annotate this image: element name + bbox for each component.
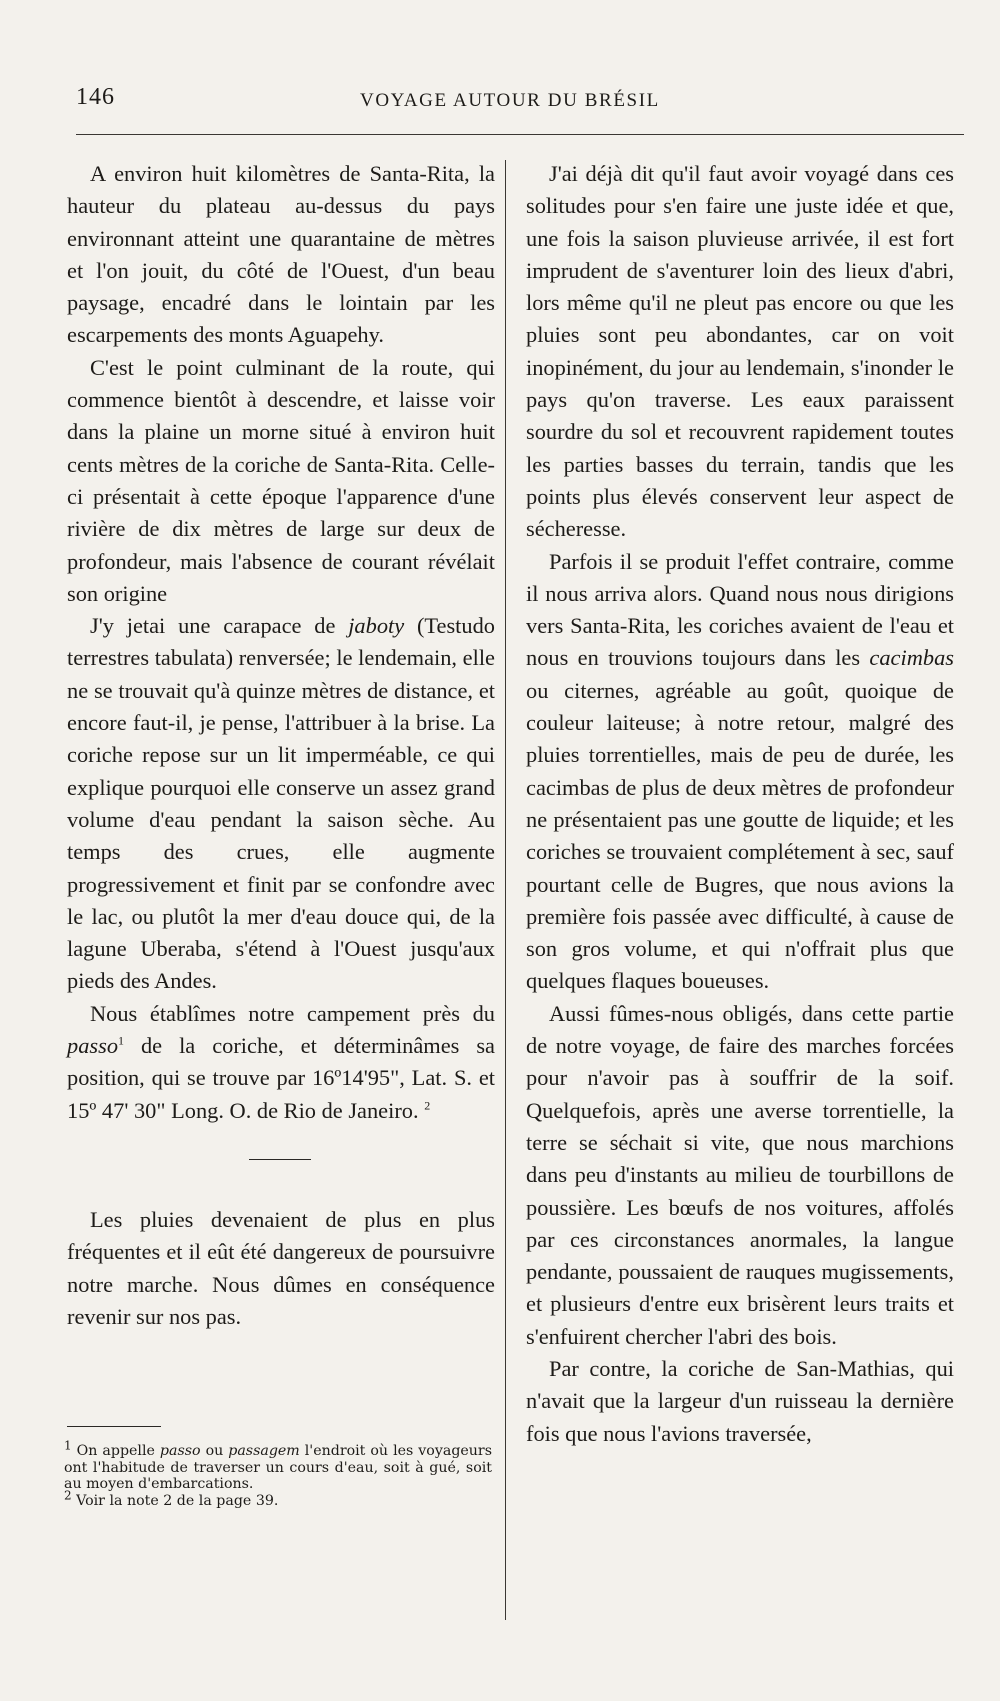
text-run: Nous établîmes notre campement près du xyxy=(90,1000,495,1026)
header-rule xyxy=(76,134,964,135)
section-separator xyxy=(249,1159,311,1160)
text-run: J'y jetai une carapace de xyxy=(90,613,349,639)
footnote-ref[interactable]: 1 xyxy=(118,1033,125,1048)
paragraph xyxy=(67,610,495,998)
paragraph: C'est le point culminant de la route, qui commence bientôt à descendre, et laisse voir dans la plaine un morne situé à environ huit cents mètres de la coriche de Santa-Rita. Celle-ci présentait à cette époque l'apparence d'une rivière de dix mètres de large sur deux de profondeur, mais l'absence de courant révélait son origine xyxy=(67,354,495,606)
paragraph: Les pluies devenaient de plus en plus fréquentes et il eût été dangereux de poursuivre notre marche. Nous dûmes en conséquence revenir sur nos pas. xyxy=(67,1206,495,1329)
italic-term: passo xyxy=(159,1443,201,1459)
paragraph xyxy=(67,998,495,1127)
italic-term: passo xyxy=(67,1033,119,1059)
page-header xyxy=(76,84,964,124)
text-run: de la coriche, et déterminâmes sa position, qui se trouve par 16º14'95", Lat. S. et 15º 47' 30" Long. O. de Rio de Janeiro. xyxy=(67,1033,495,1123)
italic-term: passagem xyxy=(228,1443,300,1459)
right-column xyxy=(526,158,954,1518)
column-divider xyxy=(505,160,506,1620)
paragraph xyxy=(526,546,954,998)
text-run: ou citernes, agréable au goût, quoique de couleur laiteuse; à notre retour, malgré des pluies torrentielles, mais de peu de durée, les cacimbas de plus de deux mètres de profondeur ne présentaient pas une goutte de liquide; et les coriches se trouvaient complétement à sec, sauf pourtant celle de Bugres, que nous avions la première fois passée avec difficulté, à cause de son gros volume, et qui n'offrait plus que quelques flaques boueuses. xyxy=(526,677,954,994)
footnote-1 xyxy=(64,1438,492,1493)
footnote-2 xyxy=(64,1488,492,1510)
text-run: Parfois il se produit l'effet contraire, comme il nous arriva alors. Quand nous nous dirigions vers Santa-Rita, les coriches avaient de l'eau et nous en trouvions toujours dans les xyxy=(526,548,954,671)
left-column xyxy=(67,158,495,1548)
footnotes xyxy=(64,1438,492,1509)
paragraph: Aussi fûmes-nous obligés, dans cette partie de notre voyage, de faire des marches forcées pour n'avoir pas à souffrir de la soif. Quelquefois, après une averse torrentielle, la terre se séchait si vite, que nous marchions dans peu d'instants au milieu de tourbillons de poussière. Les bœufs de nos voitures, affolés par ces circonstances anormales, la langue pendante, poussaient de rauques mugissements, et plusieurs d'entre eux brisèrent leurs traits et s'enfuirent chercher l'abri des bois. xyxy=(526,1000,954,1349)
running-title: VOYAGE AUTOUR DU BRÉSIL xyxy=(360,90,660,111)
paragraph: J'ai déjà dit qu'il faut avoir voyagé dans ces solitudes pour s'en faire une juste idée et que, une fois la saison pluvieuse arrivée, il est fort imprudent de s'aventurer loin des lieux d'abri, lors même qu'il ne pleut pas encore ou que les pluies sont peu abondantes, car on voit inopinément, du jour au lendemain, s'inonder le pays qu'on traverse. Les eaux paraissent sourdre du sol et recouvrent rapidement toutes les parties basses du terrain, tandis que les points plus élevés conservent leur aspect de sécheresse. xyxy=(526,161,954,542)
text-run: ou xyxy=(200,1443,229,1459)
text-run: Voir la note 2 de la page 39. xyxy=(71,1492,279,1509)
italic-term: jaboty xyxy=(348,613,405,639)
paragraph: A environ huit kilomètres de Santa-Rita, la hauteur du plateau au-dessus du pays environnant atteint une quarantaine de mètres et l'on jouit, du côté de l'Ouest, d'un beau paysage, encadré dans le lointain par les escarpements des monts Aguapehy. xyxy=(67,161,495,348)
text-run: On appelle xyxy=(71,1443,160,1459)
footnote-mark: 1 xyxy=(64,1438,72,1453)
italic-term: cacimbas xyxy=(869,645,954,671)
footnote-mark: 2 xyxy=(64,1488,72,1503)
footnote-ref[interactable]: 2 xyxy=(424,1098,431,1113)
text-run: l'endroit où les voyageurs ont l'habitude de traverser un cours d'eau, soit à gué, soit au moyen d'embarcations. xyxy=(64,1443,492,1493)
page-number: 146 xyxy=(76,84,115,110)
paragraph: Par contre, la coriche de San-Mathias, qui n'avait que la largeur d'un ruisseau la dernière fois que nous l'avions traversée, xyxy=(526,1355,954,1446)
footnote-rule xyxy=(67,1426,161,1427)
text-run: (Testudo terrestres tabulata) renversée; le lendemain, elle ne se trouvait qu'à quinze mètres de distance, et encore faut-il, je pense, l'attribuer à la brise. La coriche repose sur un lit imperméable, ce qui explique pourquoi elle conserve un assez grand volume d'eau pendant la saison sèche. Au temps des crues, elle augmente progressivement et finit par se confondre avec le lac, ou plutôt la mer d'eau douce qui, de la lagune Uberaba, s'étend à l'Ouest jusqu'aux pieds des Andes. xyxy=(67,613,495,994)
